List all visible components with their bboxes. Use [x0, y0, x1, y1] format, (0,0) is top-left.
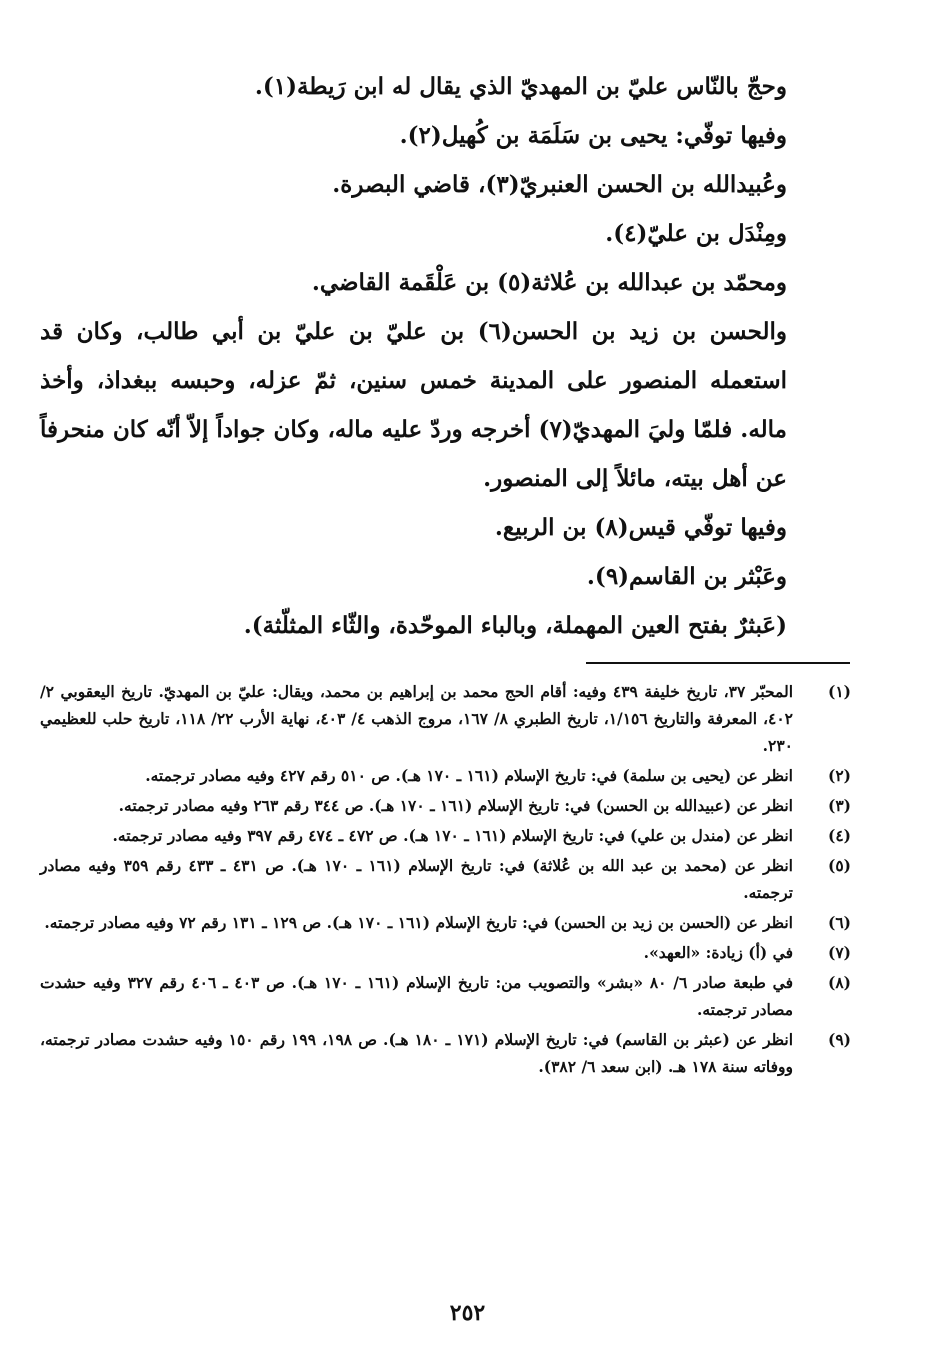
main-line: وعُبيدالله بن الحسن العنبريّ(٣)، قاضي البصرة.: [332, 171, 787, 198]
footnote-text: انظر عن (مندل بن علي) في: تاريخ الإسلام (١٦١ ـ ١٧٠ هـ). ص ٤٧٢ ـ ٤٧٤ رقم ٣٩٧ وفيه مصادر ترجمته.: [112, 826, 793, 845]
footnote: [40, 792, 851, 819]
footnote-number: (٧): [827, 943, 851, 962]
page-number: ٢٥٢: [449, 1300, 486, 1326]
footnote-text: انظر عن (عبيدالله بن الحسن) في: تاريخ الإسلام (١٦١ ـ ١٧٠ هـ). ص ٣٤٤ رقم ٢٦٣ وفيه مصادر ترجمته.: [118, 796, 793, 815]
main-paragraph: والحسن بن زيد بن الحسن(٦) بن عليّ بن عليّ بن أبي طالب، وكان قد استعمله المنصور على المدينة خمس سنين، ثمّ عزله، وحبسه ببغداذ، وأخذ ماله. فلمّا وليَ المهديّ(٧) أخرجه وردّ عليه ماله، وكان جواداً إلاّ أنّه كان منحرفاً عن أهل بيته، مائلاً إلى المنصور.: [40, 318, 787, 492]
footnote-text: انظر عن (يحيى بن سلمة) في: تاريخ الإسلام (١٦١ ـ ١٧٠ هـ). ص ٥١٠ رقم ٤٢٧ وفيه مصادر ترجمته.: [145, 766, 793, 785]
main-line: وعَبْثر بن القاسم(٩).: [586, 563, 787, 590]
footnote-text: انظر عن (محمد بن عبد الله بن عُلاثة) في: تاريخ الإسلام (١٦١ ـ ١٧٠ هـ). ص ٤٣١ ـ ٤٣٣ رقم ٣٥٩ وفيه مصادر ترجمته.: [40, 856, 793, 902]
footnote: [40, 822, 851, 849]
main-line: وفيها توفّي: يحيى بن سَلَمَة بن كُهيل(٢).: [399, 122, 787, 149]
footnote-number: (٣): [827, 796, 851, 815]
footnotes: [40, 678, 851, 1083]
footnote-number: (١): [827, 682, 851, 701]
footnote-text: انظر عن (الحسن بن زيد بن الحسن) في: تاريخ الإسلام (١٦١ ـ ١٧٠ هـ). ص ١٢٩ ـ ١٣١ رقم ٧٢ وفيه مصادر ترجمته.: [44, 913, 793, 932]
main-line: ومِنْدَل بن عليّ(٤).: [605, 220, 787, 247]
footnote-number: (٨): [827, 973, 851, 992]
main-line: وحجّ بالنّاس عليّ بن المهديّ الذي يقال له ابن رَيطة(١).: [254, 73, 787, 100]
main-line: (عَبثرٌ بفتح العين المهملة، وبالباء الموحّدة، والثّاء المثلّثة).: [243, 612, 787, 639]
footnote: [40, 939, 851, 966]
footnote: [40, 852, 851, 906]
footnote: [40, 678, 851, 759]
footnote-number: (٦): [827, 913, 851, 932]
main-line: وفيها توفّي قيس(٨) بن الربيع.: [494, 514, 787, 541]
main-line: ومحمّد بن عبدالله بن عُلاثة(٥) بن عَلْقَمة القاضي.: [311, 269, 787, 296]
main-text: [40, 62, 787, 650]
footnote-separator: [586, 662, 850, 664]
footnote-number: (٢): [827, 766, 851, 785]
footnote-text: المحبّر ٣٧، تاريخ خليفة ٤٣٩ وفيه: أقام الحج محمد بن إبراهيم بن محمد، ويقال: عليّ بن المهديّ. تاريخ اليعقوبي ٢/ ٤٠٢، المعرفة والتاريخ ١/١٥٦، تاريخ الطبري ٨/ ١٦٧، مروج الذهب ٤/ ٤٠٣، نهاية الأرب ٢٢/ ١١٨، تاريخ حلب للعظيمي ٢٣٠.: [40, 682, 793, 755]
footnote-text: في طبعة صادر ٦/ ٨٠ «بشر» والتصويب من: تاريخ الإسلام (١٦١ ـ ١٧٠ هـ). ص ٤٠٣ ـ ٤٠٦ رقم ٣٢٧ وفيه حشدت مصادر ترجمته.: [40, 973, 793, 1019]
footnote-number: (٥): [827, 856, 851, 875]
footnote-number: (٤): [827, 826, 851, 845]
footnote-number: (٩): [827, 1030, 851, 1049]
footnote: [40, 762, 851, 789]
footnote: [40, 969, 851, 1023]
footnote: [40, 1026, 851, 1080]
footnote-text: في (أ) زيادة: «العهد».: [643, 943, 793, 962]
footnote: [40, 909, 851, 936]
footnote-text: انظر عن (عبثر بن القاسم) في: تاريخ الإسلام (١٧١ ـ ١٨٠ هـ). ص ١٩٨، ١٩٩ رقم ١٥٠ وفيه حشدت مصادر ترجمته، ووفاته سنة ١٧٨ هـ. (ابن سعد ٦/ ٣٨٢).: [40, 1030, 794, 1076]
